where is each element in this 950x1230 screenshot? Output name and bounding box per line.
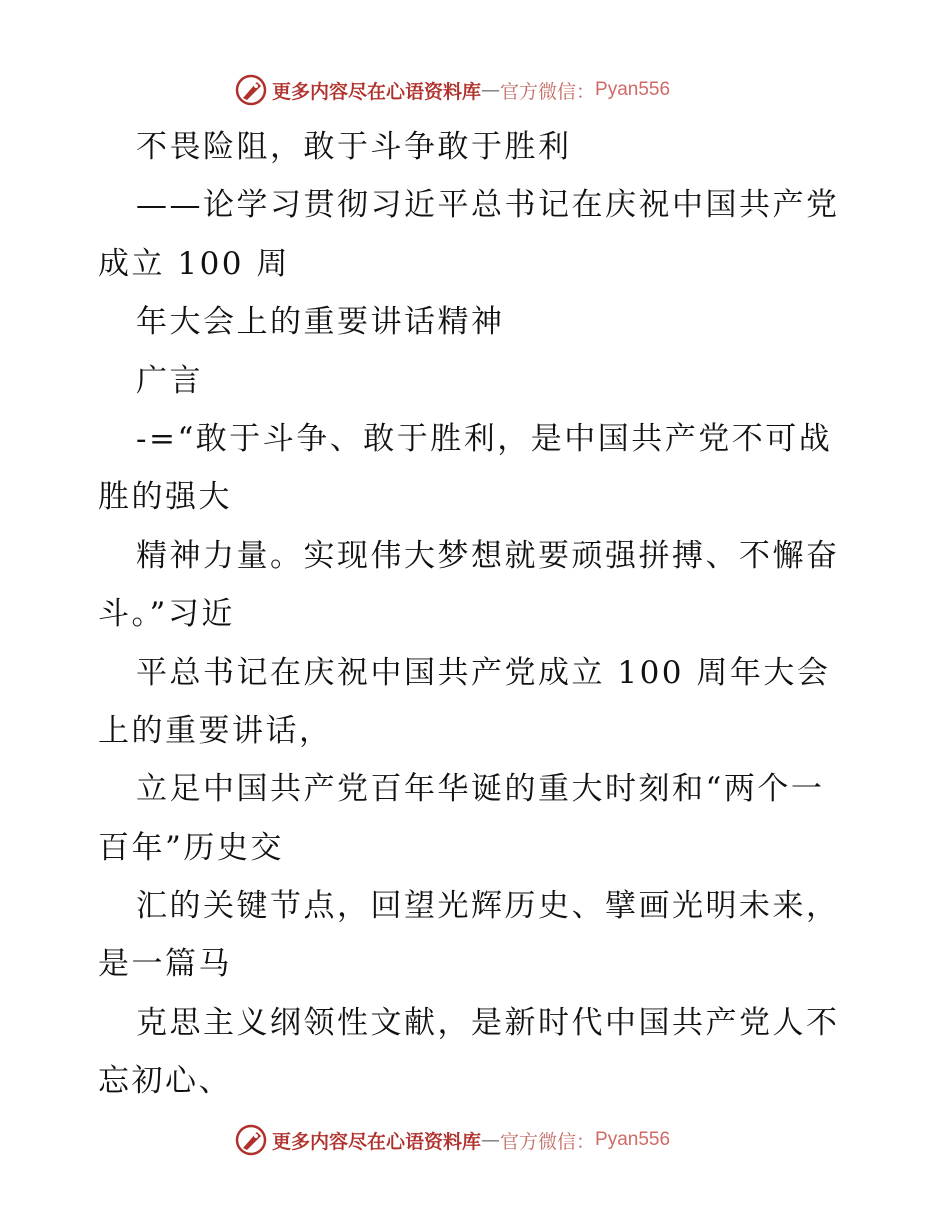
text-line: 忘初心、 xyxy=(98,1063,232,1100)
text-line: 是一篇马 xyxy=(98,946,232,983)
banner-wechat-id: Pyan556 xyxy=(595,79,671,100)
author-line: 广言 xyxy=(136,362,203,399)
text-line: 平总书记在庆祝中国共产党成立 100 周年大会 xyxy=(136,654,831,691)
banner-separator: — xyxy=(481,79,501,101)
text-line: 百年”历史交 xyxy=(98,829,284,866)
banner-separator: — xyxy=(481,1129,501,1151)
text-line: 成立 100 周 xyxy=(98,245,290,282)
text-line: 斗。”习近 xyxy=(98,596,235,633)
text-line: 年大会上的重要讲话精神 xyxy=(136,304,505,341)
text-line: 胜的强大 xyxy=(98,479,232,516)
text-line: -=“敢于斗争、敢于胜利，是中国共产党不可战 xyxy=(136,420,833,457)
text-line: 上的重要讲话， xyxy=(98,712,333,749)
text-line: 精神力量。实现伟大梦想就要顽强拼搏、不懈奋 xyxy=(136,537,840,574)
pen-nib-logo-icon xyxy=(234,73,268,107)
banner-wechat-id: Pyan556 xyxy=(595,1129,671,1150)
document-subtitle: ——论学习贯彻习近平总书记在庆祝中国共产党 xyxy=(136,187,840,224)
banner-main-text: 更多内容尽在心语资料库 xyxy=(272,80,482,103)
text-line: 克思主义纲领性文献，是新时代中国共产党人不 xyxy=(136,1004,840,1041)
pen-nib-logo-icon xyxy=(234,1123,268,1157)
text-line: 立足中国共产党百年华诞的重大时刻和“两个一 xyxy=(136,771,825,808)
text-line: 汇的关键节点，回望光辉历史、擘画光明未来， xyxy=(136,888,840,925)
banner-main-text: 更多内容尽在心语资料库 xyxy=(272,1130,482,1153)
footer-watermark-banner xyxy=(234,1120,670,1160)
banner-wechat-label: 官方微信： xyxy=(500,1130,596,1153)
document-body xyxy=(98,118,858,1111)
document-title: 不畏险阻，敢于斗争敢于胜利 xyxy=(136,129,572,165)
banner-wechat-label: 官方微信： xyxy=(500,80,596,103)
header-watermark-banner xyxy=(234,70,670,110)
